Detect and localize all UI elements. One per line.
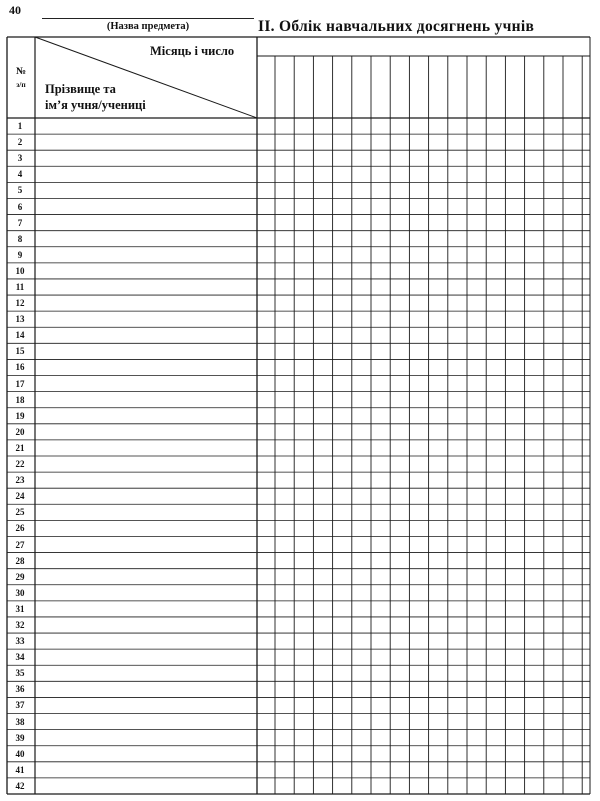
row-number: 3 — [17, 153, 23, 164]
row-number: 20 — [15, 426, 25, 437]
row-number: 7 — [17, 217, 23, 228]
number-sign-header: № — [15, 66, 27, 77]
row-number: 42 — [15, 780, 25, 791]
row-number: 1 — [17, 121, 23, 132]
row-number: 5 — [17, 185, 23, 196]
row-number: 12 — [15, 298, 25, 309]
row-number: 36 — [15, 684, 25, 695]
row-number: 6 — [17, 201, 23, 212]
row-number: 29 — [15, 571, 25, 582]
row-number: 26 — [15, 523, 25, 534]
row-number: 40 — [15, 748, 25, 759]
row-number: 21 — [15, 442, 25, 453]
row-number: 16 — [15, 362, 25, 373]
row-number: 18 — [15, 394, 25, 405]
row-number: 39 — [15, 732, 25, 743]
row-number: 24 — [15, 491, 25, 502]
row-number: 15 — [15, 346, 25, 357]
row-number: 31 — [15, 603, 25, 614]
number-abbr-header: з/п — [16, 80, 26, 89]
row-number: 38 — [15, 716, 25, 727]
row-number: 32 — [15, 620, 25, 630]
row-number: 9 — [17, 249, 23, 260]
student-name-header-line1: Прізвище та — [45, 82, 116, 96]
row-number: 4 — [17, 169, 23, 180]
row-number: 19 — [15, 410, 25, 421]
row-number: 2 — [17, 137, 23, 148]
row-number: 27 — [15, 539, 25, 550]
row-number: 8 — [17, 233, 23, 244]
row-number: 25 — [15, 507, 25, 518]
row-number: 33 — [15, 636, 25, 647]
page-number: 40 — [9, 3, 21, 17]
row-number: 41 — [15, 764, 25, 775]
row-number: 23 — [15, 475, 25, 486]
row-number: 14 — [15, 330, 25, 341]
row-number: 10 — [15, 265, 25, 276]
row-number: 28 — [15, 555, 25, 566]
section-title: ІІ. Облік навчальних досягнень учнів — [258, 18, 535, 35]
subject-label: (Назва предмета) — [106, 21, 190, 32]
row-number: 30 — [15, 587, 25, 598]
row-number: 34 — [15, 652, 25, 663]
row-number: 13 — [15, 314, 25, 325]
row-number: 17 — [15, 378, 25, 389]
row-number: 22 — [15, 459, 25, 470]
row-number: 11 — [15, 282, 25, 292]
row-number: 37 — [15, 700, 25, 711]
student-name-header — [45, 81, 146, 113]
student-name-header-line2: ім’я учня/учениці — [45, 98, 146, 112]
row-number: 35 — [15, 668, 25, 679]
month-date-header: Місяць і число — [150, 44, 235, 58]
